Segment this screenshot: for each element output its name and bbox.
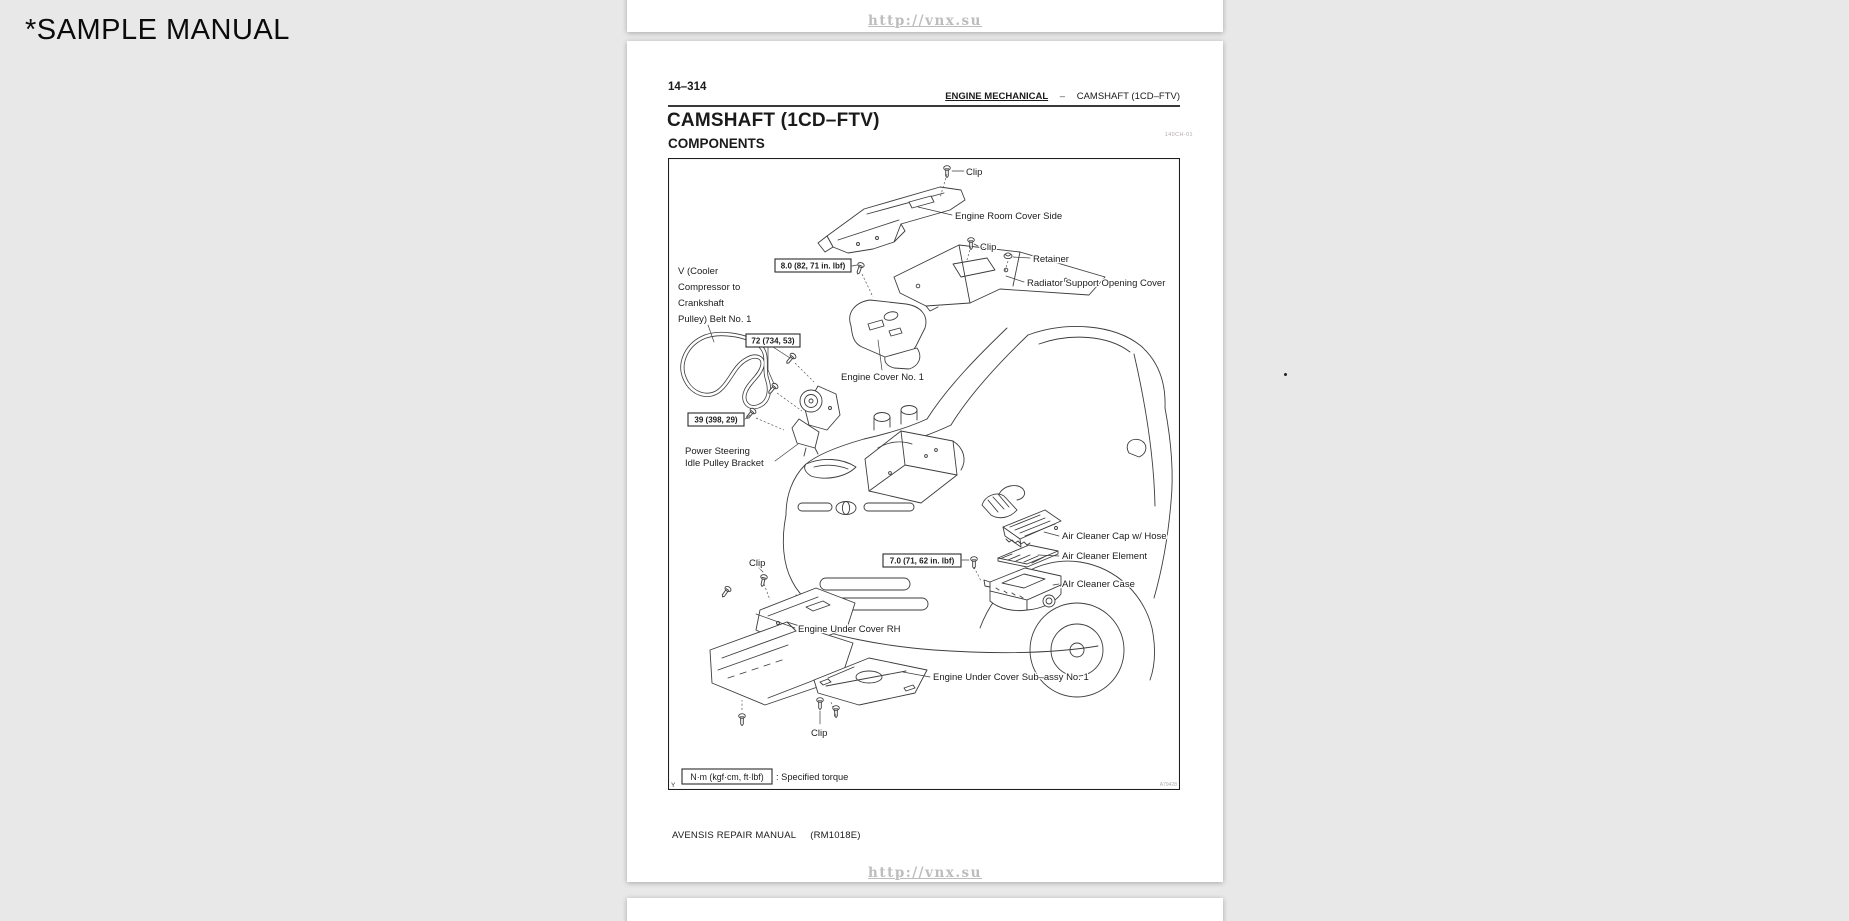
side-mirror [1127, 439, 1146, 457]
label-engine-cover-no1: Engine Cover No. 1 [841, 372, 924, 383]
torque-spec-72 [746, 334, 800, 347]
bolt-icon [739, 714, 746, 726]
label-air-cleaner-element: Air Cleaner Element [1062, 551, 1148, 562]
label-clip-2: Clip [980, 242, 997, 253]
label-engine-room-cover-side: Engine Room Cover Side [955, 211, 1063, 222]
label-power-steering-1: Power Steering [685, 446, 750, 457]
bolt-icon [971, 557, 978, 569]
page-title: CAMSHAFT (1CD–FTV) [667, 110, 880, 131]
legend-torque-box: N·m (kgf·cm, ft·lbf) [690, 772, 764, 782]
sample-manual-overlay: *SAMPLE MANUAL [25, 14, 290, 46]
watermark-top: http://vnx.su [868, 13, 982, 29]
torque-legend [671, 769, 848, 789]
retainer-icon [1004, 253, 1012, 259]
svg-text:39 (398, 29): 39 (398, 29) [694, 415, 738, 425]
label-v-belt-4: Pulley) Belt No. 1 [678, 314, 752, 325]
label-clip-bottom: Clip [811, 728, 828, 739]
screw-icon [720, 585, 732, 599]
footer-title: AVENSIS REPAIR MANUAL [672, 830, 797, 841]
air-cleaner-case-part [984, 568, 1061, 611]
clip-icon [759, 574, 768, 587]
manual-page [627, 41, 1223, 882]
label-air-cleaner-cap: Air Cleaner Cap w/ Hose [1062, 531, 1167, 542]
running-header-chapter: CAMSHAFT (1CD–FTV) [1076, 91, 1180, 102]
clip-icon [944, 166, 951, 178]
label-v-belt-3: Crankshaft [678, 298, 724, 309]
legend-torque-caption: : Specified torque [776, 772, 849, 782]
running-header [668, 91, 1180, 107]
label-v-belt-2: Compressor to [678, 282, 741, 293]
engine-cover-no1-part [850, 300, 926, 369]
figure-code: A79428 [1159, 782, 1177, 788]
label-radiator-support-opening-cover: Radiator Support Opening Cover [1027, 278, 1166, 289]
section-code: 140CH-01 [1164, 132, 1193, 138]
running-header-section: ENGINE MECHANICAL [945, 91, 1049, 102]
clip-icon [817, 698, 824, 710]
torque-spec-8 [775, 259, 851, 272]
label-engine-under-cover-subassy: Engine Under Cover Sub–assy No. 1 [933, 672, 1089, 683]
label-v-belt-1: V (Cooler [678, 266, 719, 277]
torque-spec-7 [883, 554, 961, 567]
label-power-steering-2: Idle Pulley Bracket [685, 458, 764, 469]
label-retainer: Retainer [1033, 254, 1069, 265]
grille-bar-left [798, 503, 832, 511]
label-air-cleaner-case: AIr Cleaner Case [1062, 579, 1135, 590]
watermark-bottom: http://vnx.su [868, 865, 982, 881]
svg-text:8.0 (82, 71 in. lbf): 8.0 (82, 71 in. lbf) [780, 261, 846, 271]
stray-dot [1284, 373, 1287, 376]
previous-page-edge [627, 0, 1223, 32]
label-clip-top: Clip [966, 167, 983, 178]
page-number: 14–314 [668, 81, 707, 93]
label-engine-under-cover-rh: Engine Under Cover RH [798, 624, 901, 635]
next-page-edge [627, 898, 1223, 921]
brand-emblem [836, 502, 856, 515]
components-diagram [668, 158, 1180, 790]
grille-bar-right [864, 503, 914, 511]
y-marker: Y [671, 782, 676, 789]
air-cleaner-element-part [998, 545, 1058, 567]
page-footer [672, 830, 861, 841]
air-cleaner-cap-part [982, 486, 1061, 547]
power-steering-idle-pulley-bracket-part [792, 386, 840, 456]
label-clip-under-rh: Clip [749, 558, 766, 569]
svg-text:7.0 (71, 62 in. lbf): 7.0 (71, 62 in. lbf) [889, 556, 955, 566]
footer-code: (RM1018E) [810, 830, 861, 841]
engine-block [865, 406, 964, 504]
bumper-grille-slat-1 [820, 578, 910, 590]
running-header-separator: – [1059, 91, 1066, 102]
bolt-icon [855, 262, 865, 275]
svg-text:72 (734, 53): 72 (734, 53) [751, 336, 795, 346]
engine-room-cover-side-part [818, 187, 965, 253]
torque-spec-39 [688, 413, 744, 426]
page-subtitle: COMPONENTS [668, 136, 765, 151]
